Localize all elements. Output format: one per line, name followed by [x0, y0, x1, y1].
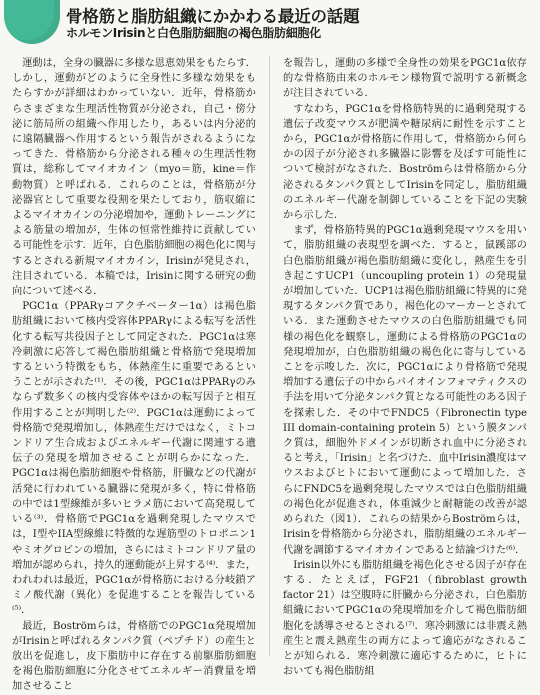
paragraph: Irisin以外にも脂肪組織を褐色化させる因子が存在する．たとえば，FGF21（fibroblast growth factor 21）は空腹時に肝臓から分泌され，白色脂肪組織においてPGC1αの発現増加を介して褐色脂肪細胞化を誘導させるとされる⁽⁷⁾．寒冷刺激には非震え熱産生と震え熱産生の両方によって適応がなされることが知られる．寒冷刺激に適応するために，ヒトにおいても褐色脂肪組 — [283, 559, 527, 678]
article-title: 骨格筋と脂肪組織にかかわる最近の話題 — [66, 7, 360, 26]
column-divider — [269, 56, 270, 656]
paragraph: 運動は，全身の臓器に多様な恩恵効果をもたらす．しかし，運動がどのように全身性に多様な効果をもたらすかが詳細はわかっていない．近年，骨格筋からさまざまな生理活性物質が分泌され，自己・傍分泌に筋局所の組織へ作用したり，あるいは内分泌的に遠隔臓器へ作用するという報告がされるようになってきた．骨格筋から分泌される種々の生理活性物質は，総称してマイオカイン（myo＝筋，kine＝作動物質）と呼ばれる．これらのことは，骨格筋が分泌器官として重要な役割を果たしており，筋収縮によるマイオカインの分泌増加や，運動トレーニングによる筋量の増加が，生体の恒常性維持に貢献している可能性を示す．近年，白色脂肪細胞の褐色化に関与するとされる新規マイオカイン，Irisinが発見され，注目されている．本稿では，Irisinに関する研究の動向について述べる． — [12, 58, 256, 298]
paragraph: を報告し，運動の多様で全身性の効果をPGC1α依存的な骨格筋由来のホルモン様物質で説明する新概念が注目されている． — [283, 58, 527, 100]
left-column — [12, 56, 257, 693]
article-header — [0, 0, 540, 54]
right-column — [283, 56, 527, 678]
paragraph: PGC1α（PPARγコアクチベーター1α）は褐色脂肪組織において核内受容体PPARγによる転写を活性化する転写共役因子として同定された．PGC1αは寒冷刺激に応答して褐色脂肪組織と骨格筋で発現増加するという特徴をもち，体熱産生に重要であるということが示された⁽¹⁾．その後，PGC1αはPPARγのみならず数多くの核内受容体やほかの転写因子と相互作用することが判明した⁽²⁾．PGC1αは運動によって骨格筋で発現増加し，体熱産生だけではなく，ミトコンドリア生合成およびエネルギー代謝に関連する遺伝子の発現を増加させることが明らかになった．PGC1αは褐色脂肪細胞や骨格筋，肝臓などの代謝が活発に行われている臓器に発現が多く，特に骨格筋の中では1型線維が多いヒラメ筋において高発現している⁽³⁾．骨格筋でPGC1αを過剰発現したマウスでは，I型やIIA型線維に特徴的な遅筋型のトロポニン1やミオグロビンの増加，さらにはミトコンドリア量の増加が認められ，持久的運動能が上昇する⁽⁴⁾．また，われわれは最近，PGC1αが骨格筋における分岐鎖アミノ酸代謝（異化）を促進することを報告している⁽⁵⁾． — [12, 301, 257, 617]
paragraph: すなわち，PGC1αを骨格筋特異的に過剰発現する遺伝子改変マウスが肥満や糖尿病に耐性を示すことから，PGC1αが骨格筋に作用して，骨格筋から何らかの因子が分泌され多臓器に影響を及ぼす可能性について検討がなされた．Boströmらは骨格筋から分泌されるタンパク質としてIrisinを同定し，脂肪組織のエネルギー代謝を制御していることを下記の実験から示した． — [283, 103, 527, 222]
paragraph: まず，骨格筋特異的PGC1α過剰発現マウスを用いて，脂肪組織の表現型を調べた．すると，鼠蹊部の白色脂肪組織が褐色脂肪組織に変化し，熱産生を引き起こすUCP1（uncoupling protein 1）の発現量が増加していた．UCP1は褐色脂肪組織に特異的に発現するタンパク質であり，褐色化のマーカーとされている．また運動させたマウスの白色脂肪組織でも同様の褐色化を観察し，運動による骨格筋のPGC1αの発現増加が，白色脂肪組織の褐色化に寄与していることを示唆した．次に，PGC1αにより骨格筋で発現増加する遺伝子の中からバイオインフォマティクスの手法を用いて分泌タンパク質となる可能性のある因子を探索した．その中でFNDC5（Fibronectin type III domain-containing protein 5）という膜タンパク質は，細胞外ドメインが切断され血中に分泌されると考え，「Irisin」と名づけた．血中Irisin濃度はマウスおよびヒトにおいて運動によって増加した．さらにFNDC5を過剰発現したマウスでは白色脂肪組織の褐色化が促進され，体重減少と耐糖能の改善が認められた（図1）．これらの結果からBoströmらは，Irisinを骨格筋から分泌され，脂肪組織のエネルギー代謝を調節するマイオカインであると結論づけた⁽⁶⁾． — [283, 225, 527, 556]
section-badge-icon — [4, 0, 60, 44]
paragraph: 最近，Boströmらは，骨格筋でのPGC1α発現増加がIrisinと呼ばれるタンパク質（ペプチド）の産生と放出を促進し，皮下脂肪中に存在する前駆脂肪細胞を褐色脂肪細胞に分化させてエネルギー消費量を増加させること — [12, 620, 256, 693]
article-subtitle: ホルモンIrisinと白色脂肪細胞の褐色脂肪細胞化 — [66, 26, 321, 40]
